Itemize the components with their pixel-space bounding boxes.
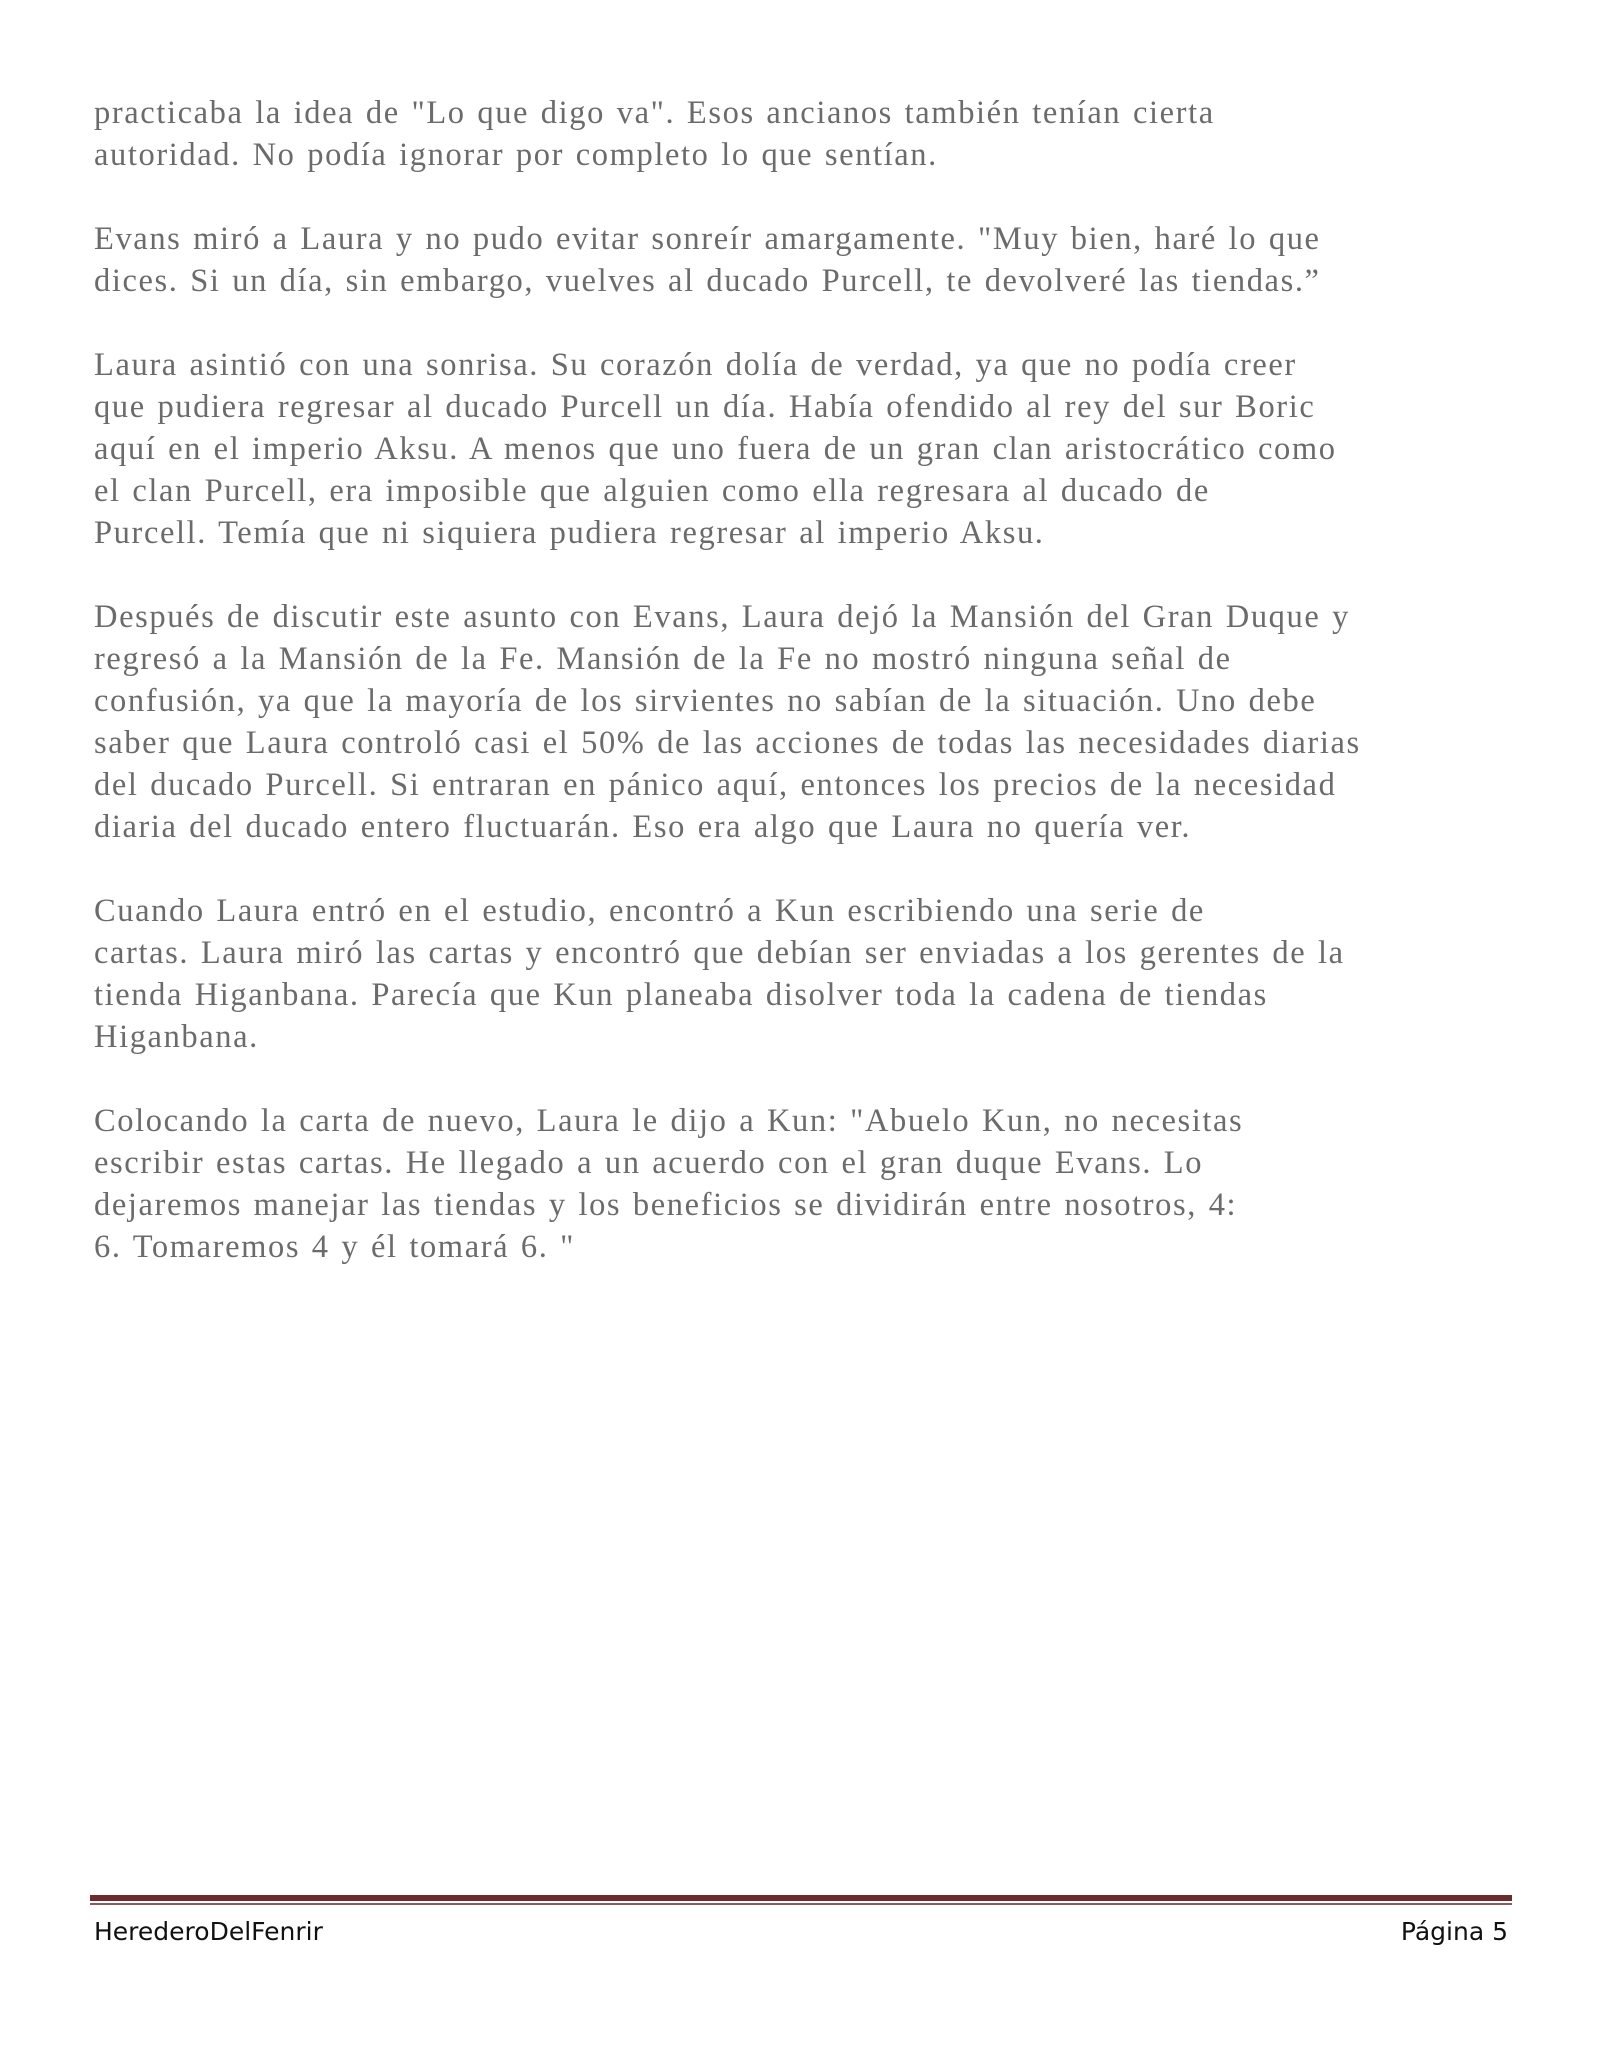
footer-divider-thin xyxy=(90,1903,1512,1905)
paragraph-3: Laura asintió con una sonrisa. Su corazón dolía de verdad, ya que no podía creer que pudiera regresar al ducado Purcell un día. Había ofendido al rey del sur Boric aquí en el imperio Aksu. A menos que uno fuera de un gran clan aristocrático como el clan Purcell, era imposible que alguien como ella regresara al ducado de Purcell. Temía que ni siquiera pudiera regresar al imperio Aksu. xyxy=(94,347,1337,551)
paragraph-1: practicaba la idea de "Lo que digo va". Esos ancianos también tenían cierta autoridad. No podía ignorar por completo lo que sentían. xyxy=(94,95,1215,173)
footer-page-number: Página 5 xyxy=(1400,1917,1508,1946)
footer-divider xyxy=(90,1895,1512,1901)
paragraph-5: Cuando Laura entró en el estudio, encontró a Kun escribiendo una serie de cartas. Laura miró las cartas y encontró que debían ser enviadas a los gerentes de la tienda Higanbana. Parecía que Kun planeaba disolver toda la cadena de tiendas Higanbana. xyxy=(94,893,1345,1055)
body-text xyxy=(94,92,1514,1310)
paragraph-6: Colocando la carta de nuevo, Laura le dijo a Kun: "Abuelo Kun, no necesitas escribir estas cartas. He llegado a un acuerdo con el gran duque Evans. Lo dejaremos manejar las tiendas y los beneficios se dividirán entre nosotros, 4: 6. Tomaremos 4 y él tomará 6. " xyxy=(94,1103,1244,1265)
footer-author: HerederoDelFenrir xyxy=(94,1917,323,1946)
paragraph-4: Después de discutir este asunto con Evans, Laura dejó la Mansión del Gran Duque y regresó a la Mansión de la Fe. Mansión de la Fe no mostró ninguna señal de confusión, ya que la mayoría de los sirvientes no sabían de la situación. Uno debe saber que Laura controló casi el 50% de las acciones de todas las necesidades diarias del ducado Purcell. Si entraran en pánico aquí, entonces los precios de la necesidad diaria del ducado entero fluctuarán. Eso era algo que Laura no quería ver. xyxy=(94,599,1361,845)
paragraph-2: Evans miró a Laura y no pudo evitar sonreír amargamente. "Muy bien, haré lo que dices. Si un día, sin embargo, vuelves al ducado Purcell, te devolveré las tiendas.” xyxy=(94,221,1321,299)
